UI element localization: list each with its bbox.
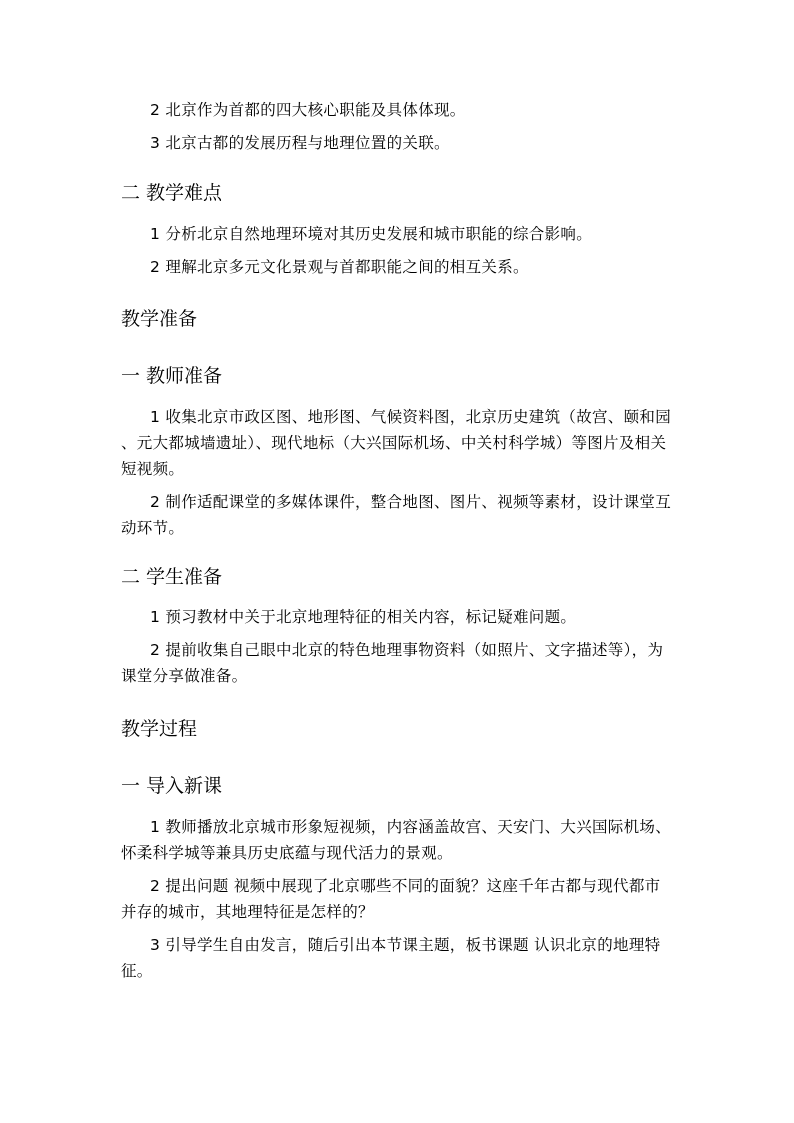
chapter-heading-process: 教学过程	[121, 718, 198, 740]
section-heading-difficulty: 二 教学难点	[121, 182, 223, 204]
section-heading-teacher: 一 教师准备	[121, 365, 223, 387]
intro-item-3-line-2: 征。	[121, 962, 153, 980]
teacher-item-2-line-1: 2 制作适配课堂的多媒体课件，整合地图、图片、视频等素材，设计课堂互	[150, 493, 671, 511]
intro-item-3-line-1: 3 引导学生自由发言，随后引出本节课主题，板书课题 认识北京的地理特	[150, 936, 661, 954]
difficulty-item-2: 2 理解北京多元文化景观与首都职能之间的相互关系。	[150, 258, 529, 276]
intro-item-2-line-2: 并存的城市，其地理特征是怎样的？	[121, 903, 374, 921]
student-item-2-line-1: 2 提前收集自己眼中北京的特色地理事物资料（如照片、文字描述等），为	[150, 641, 664, 659]
section-heading-student: 二 学生准备	[121, 566, 223, 588]
chapter-heading-preparation: 教学准备	[121, 308, 198, 330]
focus-item-3: 3 北京古都的发展历程与地理位置的关联。	[150, 134, 450, 152]
intro-item-2-line-1: 2 提出问题 视频中展现了北京哪些不同的面貌？这座千年古都与现代都市	[150, 877, 661, 895]
student-item-1: 1 预习教材中关于北京地理特征的相关内容，标记疑难问题。	[150, 608, 577, 626]
teacher-item-2-line-2: 动环节。	[121, 519, 185, 537]
intro-item-1-line-1: 1 教师播放北京城市形象短视频，内容涵盖故宫、天安门、大兴国际机场、	[150, 818, 671, 836]
focus-item-2: 2 北京作为首都的四大核心职能及具体体现。	[150, 101, 466, 119]
intro-item-1-line-2: 怀柔科学城等兼具历史底蕴与现代活力的景观。	[121, 844, 453, 862]
teacher-item-1-line-3: 短视频。	[121, 460, 185, 478]
teacher-item-1-line-2: 、元大都城墙遗址）、现代地标（大兴国际机场、中关村科学城）等图片及相关	[121, 434, 667, 452]
difficulty-item-1: 1 分析北京自然地理环境对其历史发展和城市职能的综合影响。	[150, 225, 592, 243]
student-item-2-line-2: 课堂分享做准备。	[121, 667, 248, 685]
section-heading-intro: 一 导入新课	[121, 775, 223, 797]
teacher-item-1-line-1: 1 收集北京市政区图、地形图、气候资料图，北京历史建筑（故宫、颐和园	[150, 408, 671, 426]
